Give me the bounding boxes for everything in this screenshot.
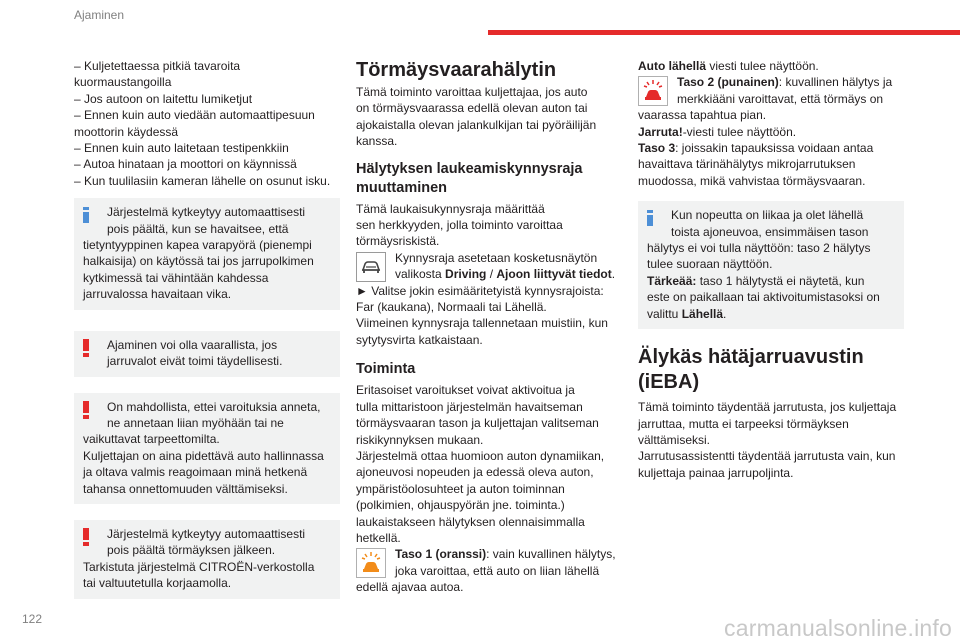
list-line: moottorin käydessä xyxy=(74,124,179,139)
paragraph-line: ajokaistalla olevan jalankulkijan tai pyöräilijän xyxy=(356,117,597,132)
list-line: – Ennen kuin auto laitetaan testipenkkiin xyxy=(74,141,289,156)
note-line: hälytys ei voi tulla näyttöön: taso 2 hälytys xyxy=(647,241,871,256)
note-line: este on paikallaan tai aktivoitumistasoksi on xyxy=(647,290,880,305)
list-line: – Kuljetettaessa pitkiä tavaroita xyxy=(74,59,241,73)
section-title-line: (iEBA) xyxy=(638,371,700,394)
level-label: Taso 2 (punainen) xyxy=(677,75,779,90)
paragraph-line: ► Valitse jokin esimääritetyistä kynnysrajoista: xyxy=(356,283,604,298)
warning-line: vaikuttavat tarpeettomilta. xyxy=(83,432,220,447)
warning-line: ne annetaan liian myöhään tai ne xyxy=(107,415,284,430)
paragraph-line: törmäysriskistä. xyxy=(356,234,440,249)
paragraph-line: tulla mittaristoon järjestelmän havaitseman xyxy=(356,399,583,414)
paragraph-line: Viimeinen kynnysraja tallennetaan muistiin, kun xyxy=(356,316,608,331)
paragraph-line: ajoneuvosi nopeuden ja edessä oleva auton, xyxy=(356,465,594,480)
section-title-line: Älykäs hätäjarruavustin xyxy=(638,346,864,369)
paragraph-line: valikosta Driving / Ajoon liittyvät tiedot. xyxy=(395,267,616,282)
menu-name: Driving xyxy=(445,267,487,282)
subsection-title: Hälytyksen laukeamiskynnysraja muuttaminen xyxy=(356,160,583,196)
level-label: Taso 3 xyxy=(638,141,676,156)
paragraph-line: Tämä toiminto täydentää jarrutusta, jos kuljettaja xyxy=(638,400,897,415)
paragraph-line: (polkimien, ohjauspyörän jne. toiminta.) xyxy=(356,498,565,513)
paragraph-line: Taso 3: joissakin tapauksissa voidaan antaa xyxy=(638,141,874,156)
note-line: toista ajoneuvoa, ensimmäisen tason xyxy=(671,224,869,239)
warning-line: tahansa onnettomuuden välttämiseksi. xyxy=(83,481,288,496)
paragraph-line: törmäysvaaran tason ja kuljettajan valitseman xyxy=(356,416,599,431)
paragraph-line: hetkellä. xyxy=(356,530,401,545)
list-line: kuormaustangoilla xyxy=(74,75,172,90)
paragraph-line: merkkiääni varoittavat, että törmäys on xyxy=(677,91,884,106)
warning-icon xyxy=(83,528,89,546)
note-line: Kun nopeutta on liikaa ja olet lähellä xyxy=(671,208,864,223)
note-line: Järjestelmä kytkeytyy automaattisesti xyxy=(107,205,306,220)
paragraph-line: välttämiseksi. xyxy=(638,432,711,447)
column-middle xyxy=(356,58,624,596)
paragraph-line: laukaistakseen hälytyksen olennaisimmalla xyxy=(356,514,585,529)
warning-box xyxy=(74,520,340,599)
warning-icon xyxy=(83,339,89,357)
info-note-box xyxy=(74,198,340,309)
paragraph-line: Jarrutusassistentti täydentää jarrutusta vain, kun xyxy=(638,449,896,464)
message-label: Jarruta! xyxy=(638,124,683,139)
collision-alert-red-icon xyxy=(638,76,668,106)
paragraph-line: Far (kaukana), Normaali tai Lähellä. xyxy=(356,300,547,315)
paragraph-line: Jarruta!-viesti tulee näyttöön. xyxy=(638,124,797,139)
info-icon xyxy=(647,210,653,225)
paragraph-line: vaarassa tapahtua pian. xyxy=(638,108,767,123)
info-note-box xyxy=(638,201,904,329)
paragraph-line: on törmäysvaarassa edellä olevan auton tai xyxy=(356,101,588,116)
menu-name: Ajoon liittyvät tiedot xyxy=(496,267,612,282)
watermark: carmanualsonline.info xyxy=(724,614,952,640)
paragraph-line: sytytysvirta katkaistaan. xyxy=(356,332,483,347)
level-1-alert xyxy=(356,546,624,579)
paragraph xyxy=(638,399,904,481)
paragraph-line: Eritasoiset varoitukset voivat aktivoitua ja xyxy=(356,383,575,398)
column-right xyxy=(638,58,904,481)
paragraph-line: Auto lähellä viesti tulee näyttöön. xyxy=(638,59,819,73)
paragraph-line: sen herkkyyden, jolla toiminto varoittaa xyxy=(356,218,563,233)
column-left xyxy=(74,58,340,599)
paragraph-line: edellä ajavaa autoa. xyxy=(356,580,464,595)
level-label: Taso 1 (oranssi) xyxy=(395,547,487,562)
list-line: – Jos autoon on laitettu lumiketjut xyxy=(74,91,253,106)
section-title xyxy=(638,345,904,395)
warning-line: tai valtuutetulla korjaamolla. xyxy=(83,576,232,591)
paragraph-line: Taso 1 (oranssi): vain kuvallinen hälytys, xyxy=(395,547,616,562)
warning-box xyxy=(74,393,340,504)
section-title: Törmäysvaarahälytin xyxy=(356,59,557,81)
warning-line: pois päältä törmäyksen jälkeen. xyxy=(107,543,276,558)
warning-line: Tarkistuta järjestelmä CITROËN-verkostolla xyxy=(83,559,315,574)
paragraph-line: kuljettaja painaa jarrupoljinta. xyxy=(638,465,794,480)
warning-box xyxy=(74,331,340,377)
situations-list xyxy=(74,58,340,189)
note-line: kytkimessä tai vähintään kahdessa xyxy=(83,270,269,285)
note-line: tietyntyyppinen kapea varapyörä (pienempi xyxy=(83,238,312,253)
note-line: jarruvalossa havaitaan vika. xyxy=(83,287,232,302)
settings-instruction xyxy=(356,250,624,283)
warning-line: Kuljettajan on aina pidettävä auto hallinnassa xyxy=(83,448,324,463)
subsection-title: Toiminta xyxy=(356,361,416,378)
warning-line: jarruvalot eivät toimi täydellisesti. xyxy=(107,354,283,369)
paragraph-line: Tämä laukaisukynnysraja määrittää xyxy=(356,201,545,216)
list-line: – Kun tuulilasiin kameran lähelle on osunut isku. xyxy=(74,173,331,188)
header-accent-bar xyxy=(488,30,960,35)
warning-line: ja oltava valmis reagoimaan minä hetkenä xyxy=(83,465,308,480)
running-header: Ajaminen xyxy=(74,8,125,22)
paragraph-line: joka varoittaa, että auto on liian lähellä xyxy=(395,563,600,578)
paragraph-line: jarruttaa, mutta ei tarpeeksi törmäyksen xyxy=(638,416,849,431)
paragraph-line: riskikynnyksen mukaan. xyxy=(356,432,484,447)
paragraph-line: havaittava tärinähälytys mikrojarrutuksen xyxy=(638,157,856,172)
note-line: tulee suoraan näyttöön. xyxy=(647,257,773,272)
warning-line: On mahdollista, ettei varoituksia anneta, xyxy=(107,399,321,414)
paragraph-line: Tämä toiminto varoittaa kuljettajaa, jos auto xyxy=(356,85,588,99)
warning-line: Ajaminen voi olla vaarallista, jos xyxy=(107,337,278,352)
paragraph-line: Järjestelmä ottaa huomioon auton dynamiikan, xyxy=(356,448,605,463)
option-name: Lähellä xyxy=(681,306,724,321)
warning-line: Järjestelmä kytkeytyy automaattisesti xyxy=(107,526,306,541)
note-line: valittu Lähellä. xyxy=(647,306,727,321)
warning-icon xyxy=(83,401,89,419)
level-2-alert xyxy=(638,74,904,107)
paragraph-line: Kynnysraja asetetaan kosketusnäytön xyxy=(395,250,598,265)
paragraph-line: muodossa, mikä vahvistaa törmäysvaaran. xyxy=(638,173,866,188)
car-settings-icon xyxy=(356,252,386,282)
paragraph-line: Taso 2 (punainen): kuvallinen hälytys ja xyxy=(677,75,893,90)
note-line: halkaisija) on käytössä tai jos jarrupolkimen xyxy=(83,254,314,269)
note-line: pois päältä, kun se havaitsee, että xyxy=(107,221,289,236)
note-line: Tärkeää: taso 1 hälytystä ei näytetä, kun xyxy=(647,273,865,288)
paragraph-line: ympäristöolosuhteet ja auton toiminnan xyxy=(356,481,565,496)
info-icon xyxy=(83,207,89,222)
important-label: Tärkeää: xyxy=(647,273,697,288)
collision-alert-orange-icon xyxy=(356,548,386,578)
list-line: – Autoa hinataan ja moottori on käynnissä xyxy=(74,157,297,172)
message-label: Auto lähellä xyxy=(638,59,707,73)
list-line: – Ennen kuin auto viedään automaattipesuun xyxy=(74,108,315,123)
paragraph-line: kanssa. xyxy=(356,134,398,149)
page-number: 122 xyxy=(22,612,43,626)
